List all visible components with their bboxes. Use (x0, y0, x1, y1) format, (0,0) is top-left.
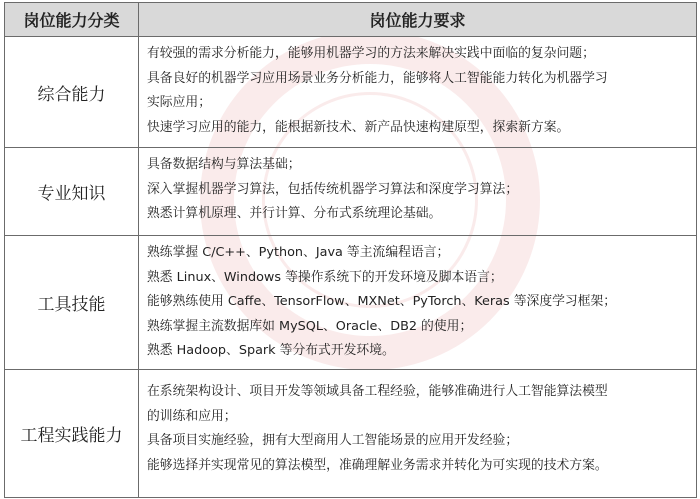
requirement-line: 有较强的需求分析能力，能够用机器学习的方法来解决实践中面临的复杂问题； (147, 46, 595, 61)
requirement-line: 实际应用； (147, 95, 211, 111)
requirement-line: 的训练和应用； (147, 408, 237, 424)
category-cell: 工具技能 (5, 236, 139, 370)
requirement-line: 熟练掌握 C/C++、Python、Java 等主流编程语言； (147, 245, 450, 260)
requirement-line: 熟悉 Linux、Windows 等操作系统下的开发环境及脚本语言； (147, 269, 503, 285)
category-cell: 综合能力 (5, 37, 139, 148)
requirements-cell (139, 369, 697, 497)
requirement-line: 具备良好的机器学习应用场景业务分析能力，能够将人工智能能力转化为机器学习 (147, 70, 608, 86)
header-category: 岗位能力分类 (5, 3, 139, 37)
table-header-row (5, 3, 697, 37)
requirement-line: 具备数据结构与算法基础； (147, 157, 301, 172)
requirements-cell (139, 148, 697, 236)
table-row (5, 236, 697, 370)
category-cell: 工程实践能力 (5, 369, 139, 497)
table-row (5, 148, 697, 236)
header-requirements: 岗位能力要求 (139, 3, 697, 37)
table-row (5, 369, 697, 497)
category-cell: 专业知识 (5, 148, 139, 236)
requirement-line: 熟悉 Hadoop、Spark 等分布式开发环境。 (147, 343, 395, 359)
requirement-line: 能够熟练使用 Caffe、TensorFlow、MXNet、PyTorch、Keras 等深度学习框架； (147, 294, 617, 310)
requirement-line: 在系统架构设计、项目开发等领域具备工程经验，能够准确进行人工智能算法模型 (147, 383, 608, 399)
requirements-cell (139, 37, 697, 148)
requirement-line: 能够选择并实现常见的算法模型，准确理解业务需求并转化为可实现的技术方案。 (147, 457, 608, 473)
job-ability-table (4, 2, 697, 498)
requirement-line: 具备项目实施经验，拥有大型商用人工智能场景的应用开发经验； (147, 433, 519, 449)
requirement-line: 熟悉计算机原理、并行计算、分布式系统理论基础。 (147, 206, 442, 222)
table-row (5, 37, 697, 148)
requirement-line: 快速学习应用的能力，能根据新技术、新产品快速构建原型，探索新方案。 (147, 119, 570, 135)
requirements-cell (139, 236, 697, 370)
requirement-line: 熟练掌握主流数据库如 MySQL、Oracle、DB2 的使用； (147, 318, 473, 334)
requirement-line: 深入掌握机器学习算法，包括传统机器学习算法和深度学习算法； (147, 181, 519, 197)
